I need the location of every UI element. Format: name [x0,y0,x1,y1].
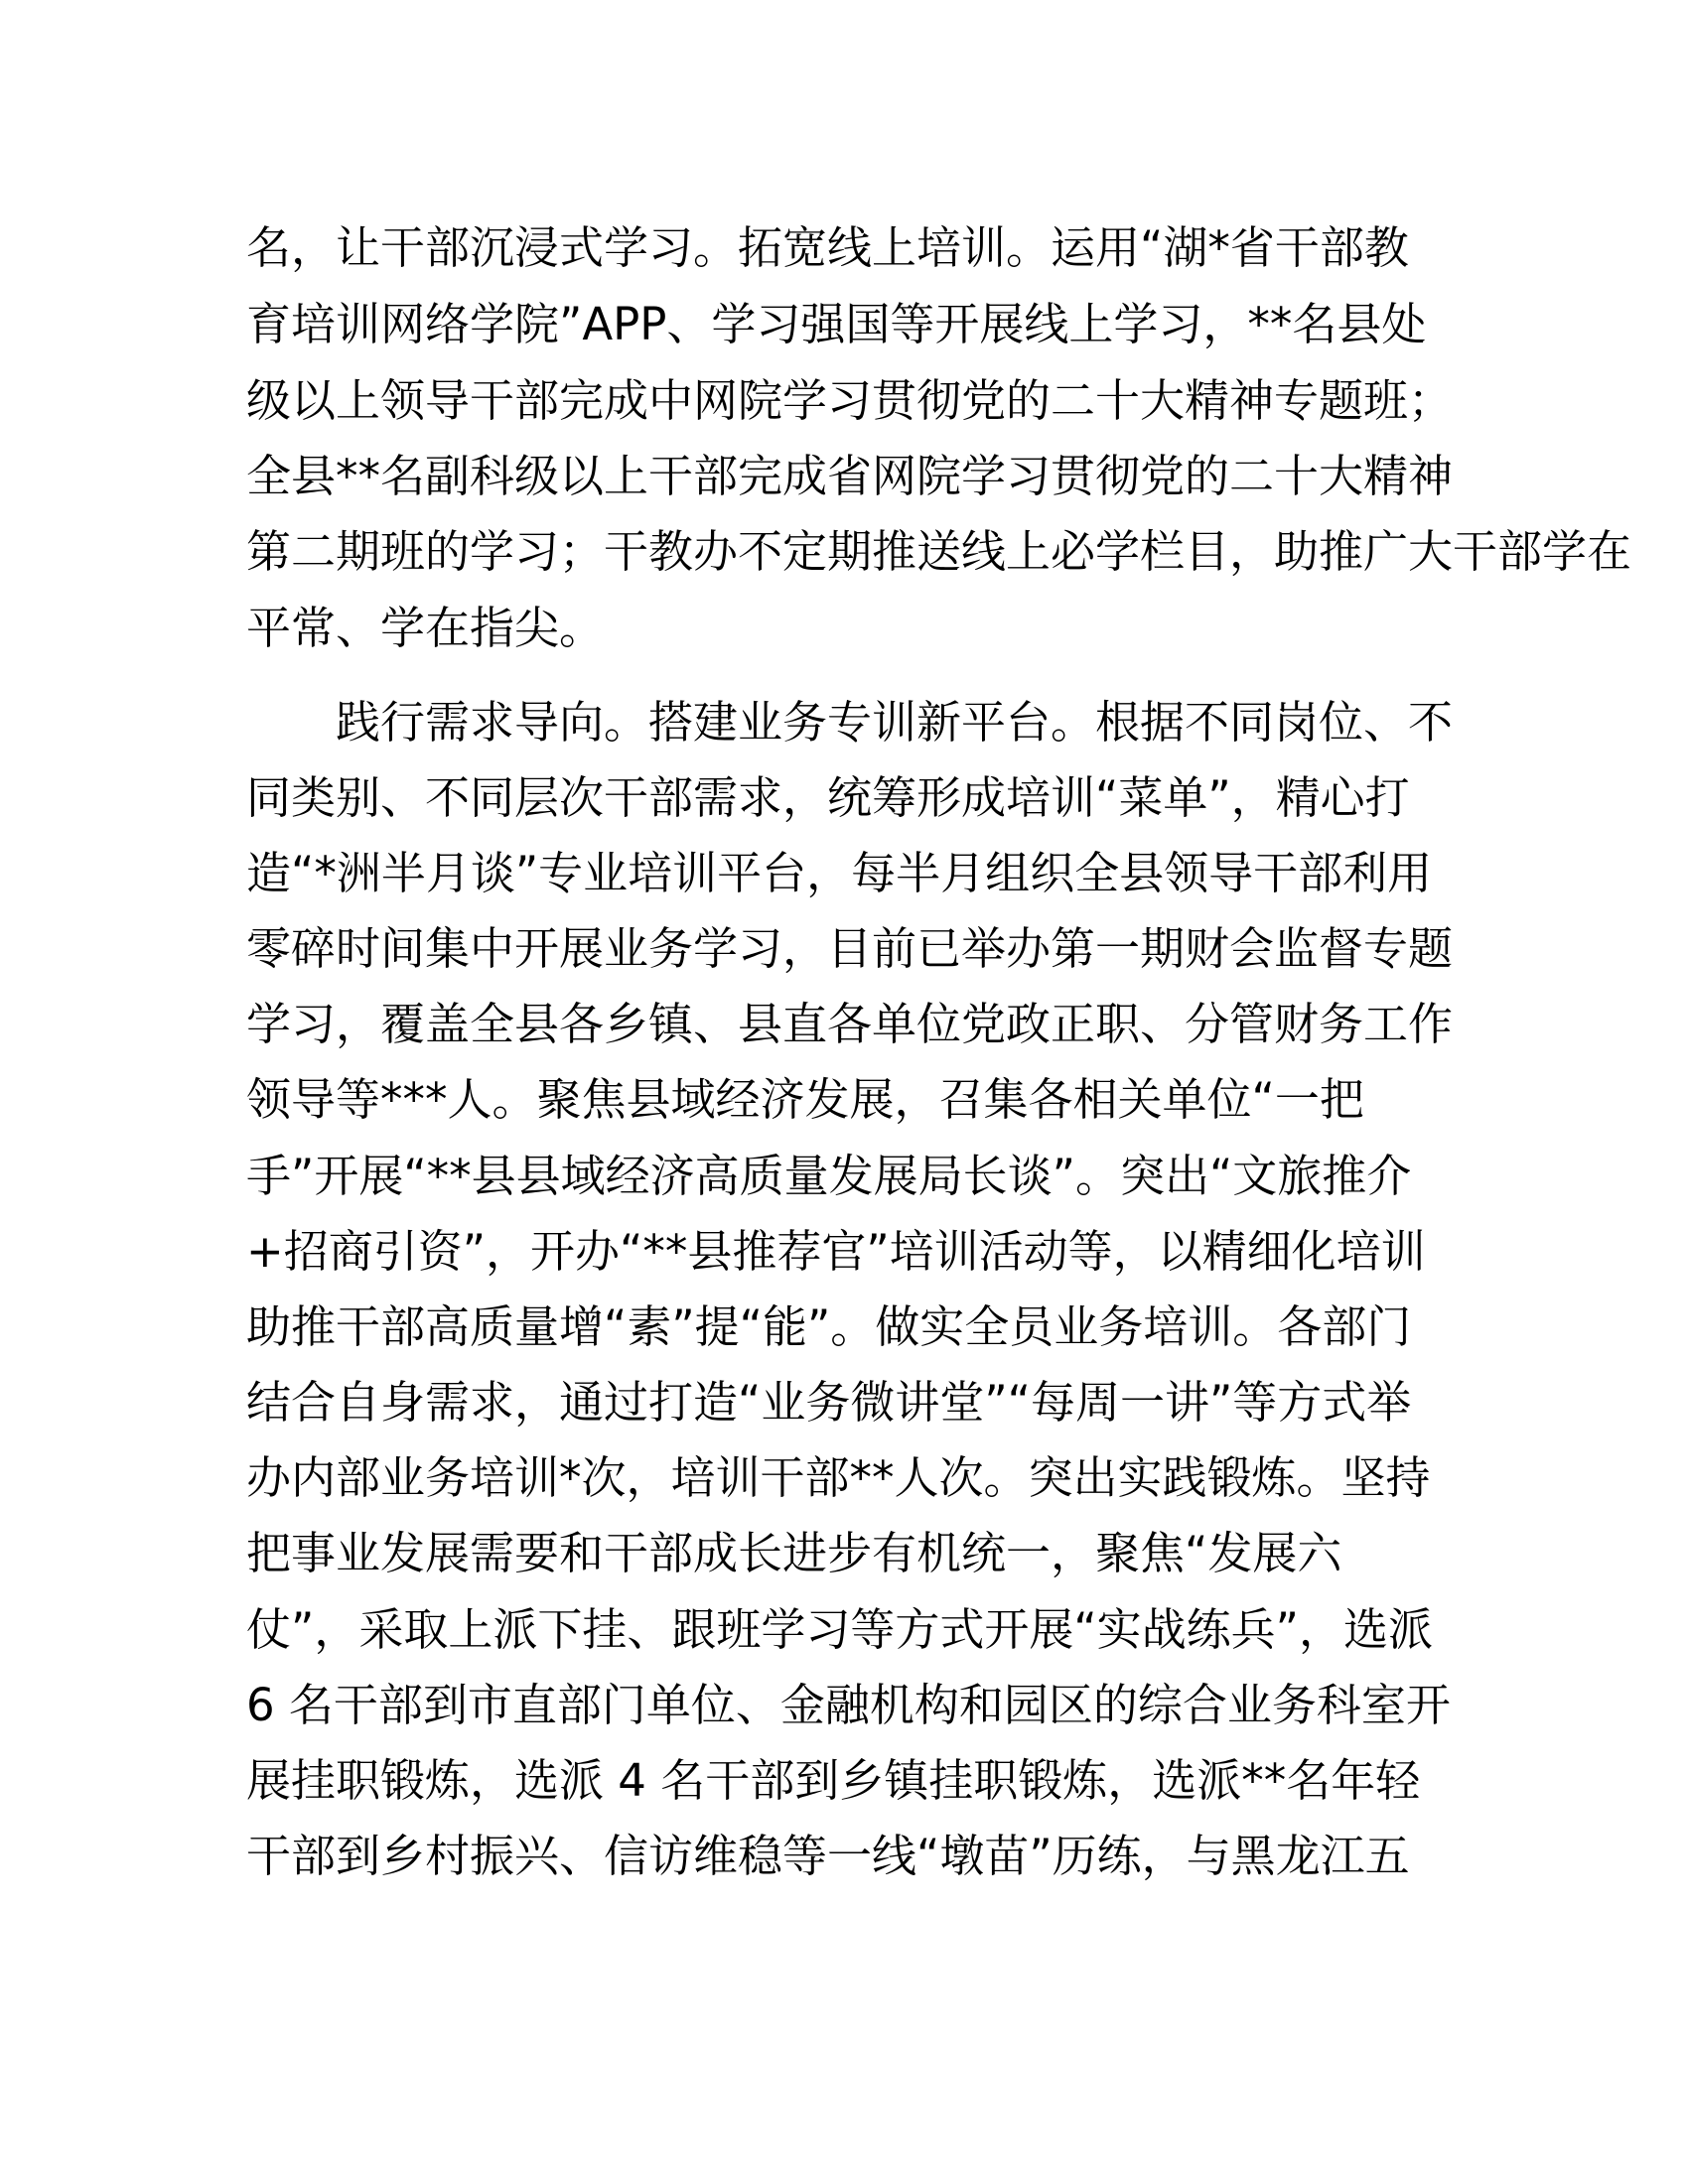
text-line: 平常、学在指尖。 [246,602,605,654]
text-line: 手”开展“**县县域经济高质量发展局长谈”。突出“文旅推介 [246,1150,1412,1202]
text-line: 同类别、不同层次干部需求，统筹形成培训“菜单”，精心打 [246,771,1410,824]
text-line: +招商引资”，开办“**县推荐官”培训活动等，以精细化培训 [246,1225,1426,1278]
text-line: 名，让干部沉浸式学习。拓宽线上培训。运用“湖*省干部教 [246,221,1409,274]
text-line: 干部到乡村振兴、信访维稳等一线“墩苗”历练，与黑龙江五 [246,1830,1410,1882]
text-line: 助推干部高质量增“素”提“能”。做实全员业务培训。各部门 [246,1300,1412,1353]
text-line: 展挂职锻炼，选派 4 名干部到乡镇挂职锻炼，选派**名年轻 [246,1754,1421,1807]
text-line: 领导等***人。聚焦县域经济发展，召集各相关单位“一把 [246,1073,1364,1126]
text-line: 把事业发展需要和干部成长进步有机统一，聚焦“发展六 [246,1527,1342,1579]
text-line: 第二期班的学习；干教办不定期推送线上必学栏目，助推广大干部学在 [246,525,1632,578]
text-line: 学习，覆盖全县各乡镇、县直各单位党政正职、分管财务工作 [246,998,1454,1050]
text-line: 全县**名副科级以上干部完成省网院学习贯彻党的二十大精神 [246,450,1454,502]
text-line: 育培训网络学院”APP、学习强国等开展线上学习，**名县处 [246,298,1427,350]
text-line: 零碎时间集中开展业务学习，目前已举办第一期财会监督专题 [246,922,1454,975]
text-line: 办内部业务培训*次，培训干部**人次。突出实践锻炼。坚持 [246,1451,1431,1504]
text-line: 造“*洲半月谈”专业培训平台，每半月组织全县领导干部利用 [246,847,1433,899]
paragraph-first-line: 践行需求导向。搭建业务专训新平台。根据不同岗位、不 [336,696,1454,749]
text-line: 6 名干部到市直部门单位、金融机构和园区的综合业务科室开 [246,1679,1451,1731]
text-line: 仗”，采取上派下挂、跟班学习等方式开展“实战练兵”，选派 [246,1603,1433,1656]
text-line: 结合自身需求，通过打造“业务微讲堂”“每周一讲”等方式举 [246,1376,1412,1429]
text-line: 级以上领导干部完成中网院学习贯彻党的二十大精神专题班； [246,374,1454,427]
